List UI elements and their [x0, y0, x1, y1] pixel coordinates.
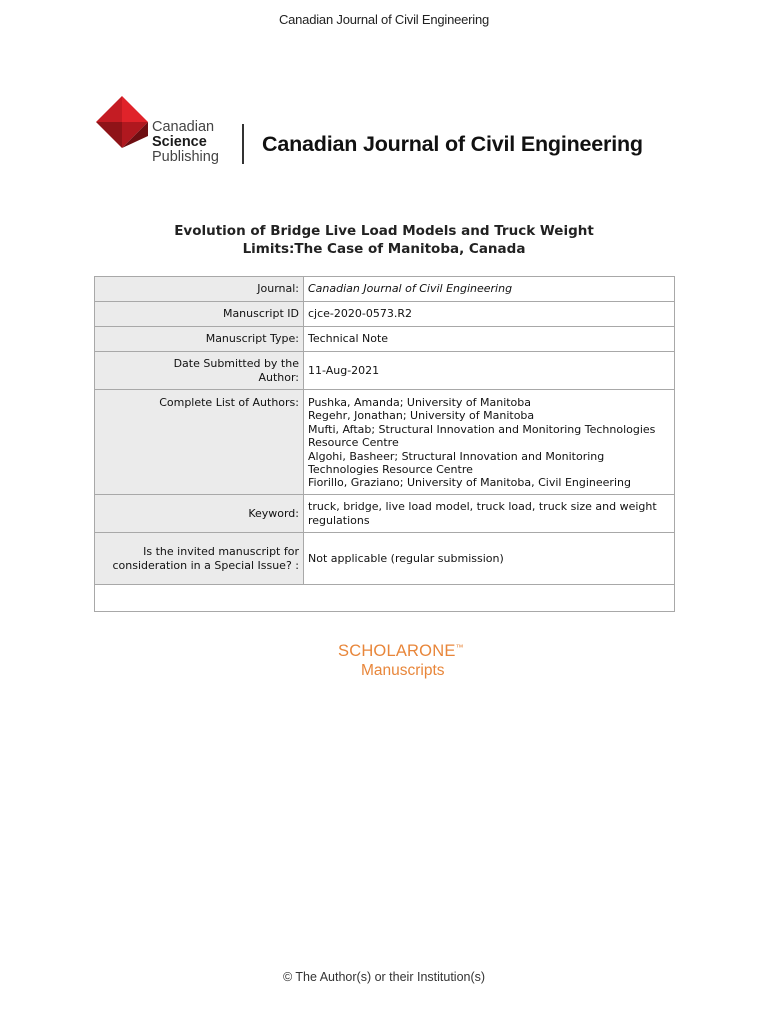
authors-value: [304, 390, 675, 495]
logo-divider: [242, 124, 244, 164]
manuscript-id-label: Manuscript ID: [95, 302, 304, 327]
author-item: Fiorillo, Graziano; University of Manitoba, Civil Engineering: [308, 476, 631, 490]
special-issue-label: Is the invited manuscript for consideration in a Special Issue? :: [95, 533, 304, 585]
author-item: Pushka, Amanda; University of Manitoba: [308, 396, 532, 409]
trademark-symbol: ™: [455, 643, 464, 652]
table-row-journal: [95, 277, 675, 302]
journal-logo: [96, 96, 696, 170]
manuscript-id-value: cjce-2020-0573.R2: [304, 302, 675, 327]
publisher-name: [152, 120, 219, 165]
date-submitted-label: Date Submitted by the Author:: [95, 352, 304, 390]
manuscript-type-value: Technical Note: [304, 327, 675, 352]
author-item: Algohi, Basheer; Structural Innovation and Monitoring Technologies Resource Centre: [308, 449, 605, 477]
publisher-line-1: Canadian: [152, 119, 215, 135]
author-item: Regehr, Jonathan; University of Manitoba: [308, 409, 535, 423]
author-item: Mufti, Aftab; Structural Innovation and Monitoring Technologies Resource Centre: [308, 422, 656, 450]
table-row-authors: [95, 390, 675, 495]
journal-label: Journal:: [95, 277, 304, 302]
table-row-keyword: [95, 495, 675, 533]
table-row-empty: [95, 585, 675, 612]
table-row-manuscript-id: [95, 302, 675, 327]
table-row-special-issue: [95, 533, 675, 585]
authors-label: Complete List of Authors:: [95, 390, 304, 495]
journal-logo-title: Canadian Journal of Civil Engineering: [262, 132, 643, 156]
publisher-line-3: Publishing: [152, 149, 219, 165]
scholarone-brand-part2: ONE: [419, 642, 456, 660]
scholarone-logo: [338, 642, 478, 680]
scholarone-brand-part1: SCHOLAR: [338, 642, 420, 660]
table-row-manuscript-type: [95, 327, 675, 352]
keyword-label: Keyword:: [95, 495, 304, 533]
scholarone-product: Manuscripts: [361, 662, 445, 679]
empty-cell: [95, 585, 675, 612]
maple-leaf-logo-icon: [96, 96, 148, 158]
manuscript-type-label: Manuscript Type:: [95, 327, 304, 352]
manuscript-metadata-table: [94, 276, 675, 612]
special-issue-value: Not applicable (regular submission): [304, 533, 675, 585]
keyword-value: truck, bridge, live load model, truck load, truck size and weight regulations: [304, 495, 675, 533]
running-header: Canadian Journal of Civil Engineering: [278, 12, 490, 27]
scholarone-brand: [338, 642, 478, 661]
journal-value: Canadian Journal of Civil Engineering: [304, 277, 675, 302]
paper-title: Evolution of Bridge Live Load Models and Truck Weight Limits:The Case of Manitoba, Canada: [174, 223, 594, 257]
date-submitted-value: 11-Aug-2021: [304, 352, 675, 390]
table-row-date-submitted: [95, 352, 675, 390]
copyright-footer: © The Author(s) or their Institution(s): [282, 970, 486, 984]
publisher-line-2: Science: [152, 134, 207, 150]
